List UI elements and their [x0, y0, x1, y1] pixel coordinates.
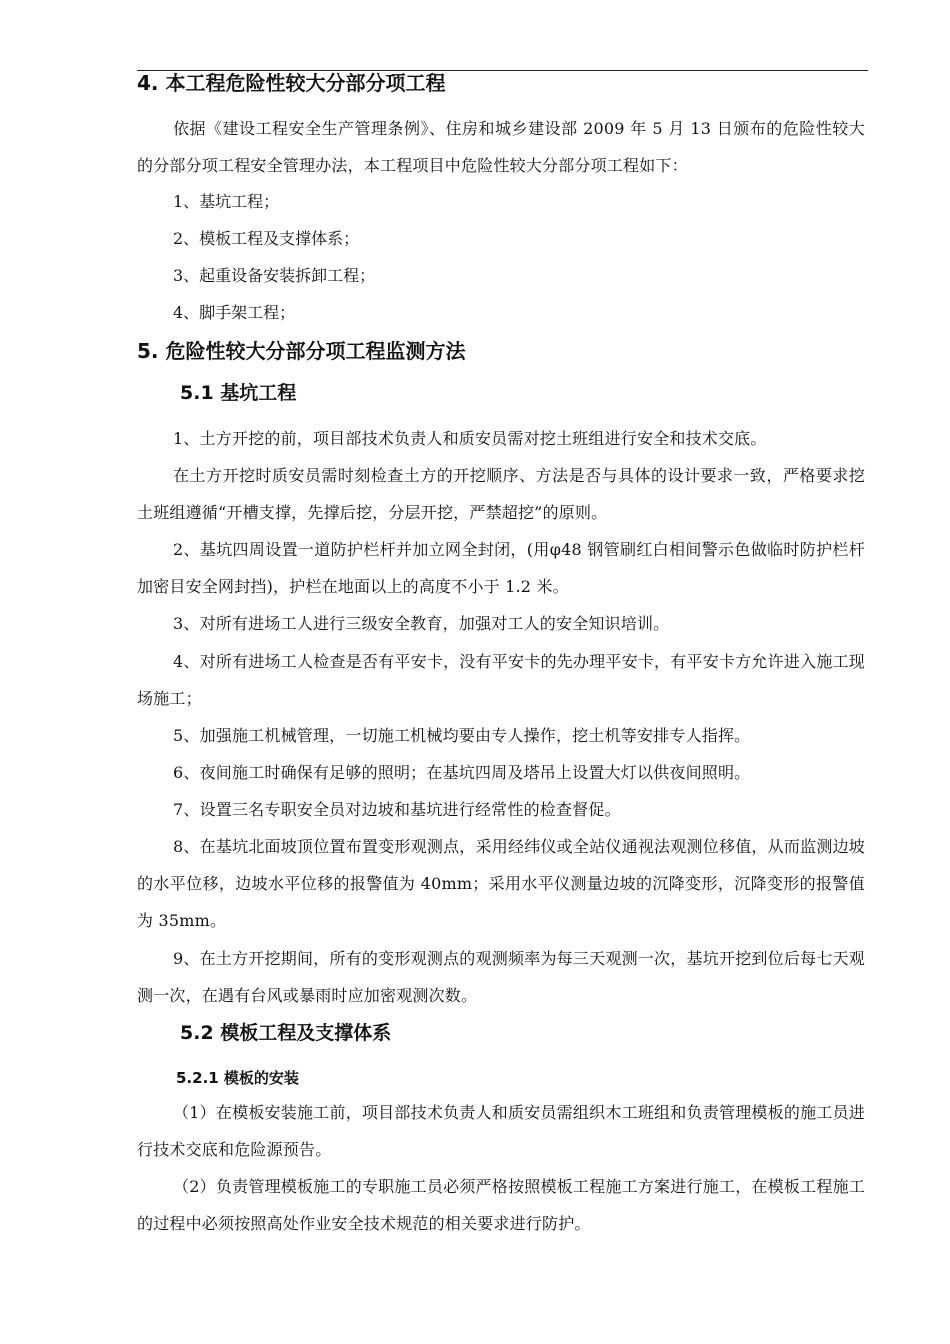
paragraph: 在土方开挖时质安员需时刻检查土方的开挖顺序、方法是否与具体的设计要求一致，严格要求挖土班组遵循“开槽支撑，先撑后挖，分层开挖，严禁超挖”的原则。 [137, 466, 865, 522]
section-5-2-heading: 5.2 模板工程及支撑体系 [180, 1022, 392, 1044]
paragraph: 5、加强施工机械管理，一切施工机械均要由专人操作，挖土机等安排专人指挥。 [173, 726, 751, 745]
paragraph: 3、对所有进场工人进行三级安全教育，加强对工人的安全知识培训。 [173, 614, 670, 633]
list-item: 2、模板工程及支撑体系； [173, 229, 360, 248]
paragraph: 2、基坑四周设置一道防护栏杆并加立网全封闭，(用φ48 钢管刷红白相间警示色做临时防护栏杆加密目安全网封挡)，护栏在地面以上的高度不小于 1.2 米。 [137, 540, 865, 596]
section-5-heading: 5. 危险性较大分部分项工程监测方法 [137, 339, 466, 363]
paragraph: （1）在模板安装施工前，项目部技术负责人和质安员需组织木工班组和负责管理模板的施工员进行技术交底和危险源预告。 [137, 1103, 865, 1159]
section-5-2-1-heading: 5.2.1 模板的安装 [176, 1069, 299, 1087]
section-4-heading: 4. 本工程危险性较大分部分项工程 [137, 71, 446, 95]
paragraph: 9、在土方开挖期间，所有的变形观测点的观测频率为每三天观测一次，基坑开挖到位后每七天观测一次，在遇有台风或暴雨时应加密观测次数。 [137, 949, 865, 1005]
section-5-1-heading: 5.1 基坑工程 [180, 382, 297, 404]
paragraph: （2）负责管理模板施工的专职施工员必须严格按照模板工程施工方案进行施工，在模板工程施工的过程中必须按照高处作业安全技术规范的相关要求进行防护。 [137, 1177, 865, 1233]
paragraph: 4、对所有进场工人检查是否有平安卡，没有平安卡的先办理平安卡，有平安卡方允许进入施工现场施工； [137, 652, 865, 708]
paragraph: 1、土方开挖的前，项目部技术负责人和质安员需对挖土班组进行安全和技术交底。 [173, 429, 767, 448]
list-item: 4、脚手架工程； [173, 303, 296, 322]
paragraph: 7、设置三名专职安全员对边坡和基坑进行经常性的检查督促。 [173, 800, 621, 819]
paragraph: 8、在基坑北面坡顶位置布置变形观测点，采用经纬仪或全站仪通视法观测位移值，从而监测边坡的水平位移，边坡水平位移的报警值为 40mm；采用水平仪测量边坡的沉降变形，沉降变形的报警值为 35mm。 [137, 837, 865, 930]
list-item: 3、起重设备安装拆卸工程； [173, 266, 376, 285]
section-4-intro: 依据《建设工程安全生产管理条例》、住房和城乡建设部 2009 年 5 月 13 日颁布的危险性较大的分部分项工程安全管理办法，本工程项目中危险性较大分部分项工程如下： [137, 119, 865, 175]
paragraph: 6、夜间施工时确保有足够的照明；在基坑四周及塔吊上设置大灯以供夜间照明。 [173, 763, 751, 782]
list-item: 1、基坑工程； [173, 192, 280, 211]
